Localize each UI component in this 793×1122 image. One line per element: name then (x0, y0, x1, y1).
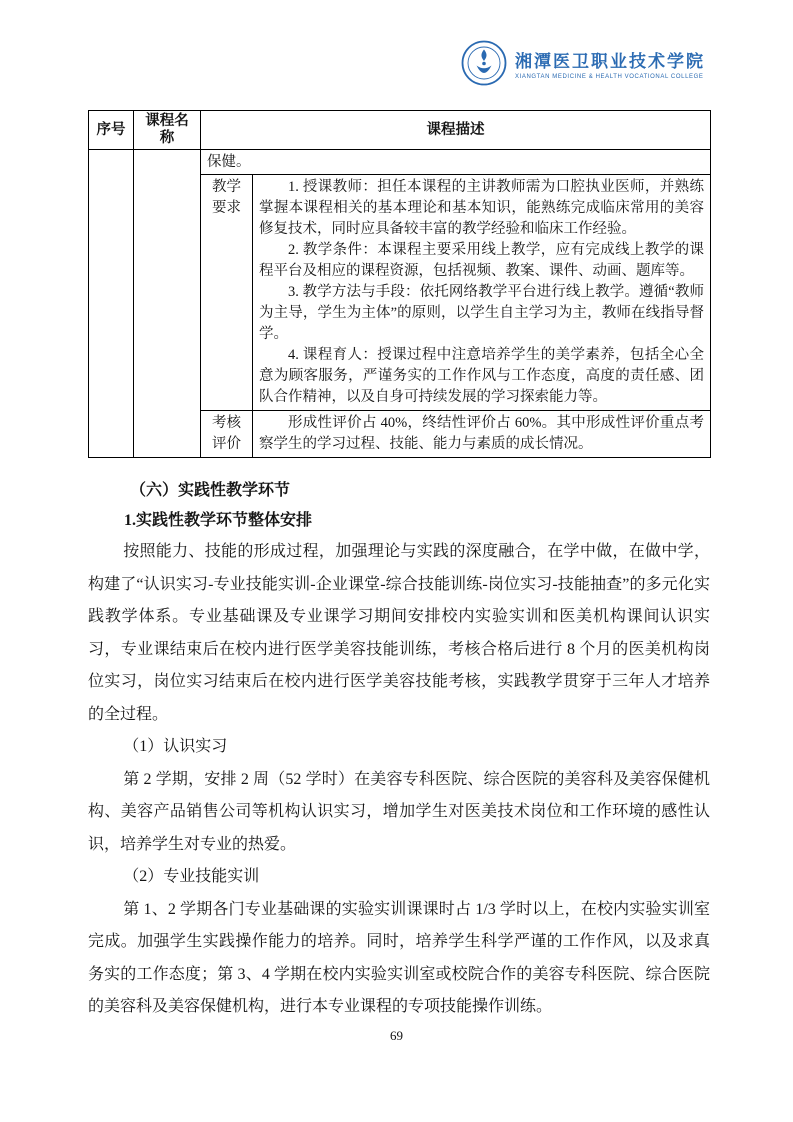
college-name-cn: 湘潭医卫职业技术学院 (515, 51, 705, 71)
table-cell-course-name-empty (134, 150, 201, 458)
college-name-en: XIANGTAN MEDICINE & HEALTH VOCATIONAL COLLEGE (515, 73, 704, 80)
col-header-description: 课程描述 (201, 111, 711, 150)
table-header-row (89, 111, 711, 150)
course-description-table (88, 110, 711, 458)
page-number: 69 (390, 1028, 403, 1043)
item2-heading: （2）专业技能实训 (123, 868, 260, 885)
table-label-teaching-requirements: 教学要求 (201, 175, 253, 411)
col-header-number: 序号 (89, 111, 134, 150)
page-header (461, 40, 705, 91)
table-cell-continuation-text: 保健。 (201, 150, 711, 175)
col-header-course-name: 课程名称 (134, 111, 201, 150)
item2-paragraph: 第 1、2 学期各门专业基础课的实验实训课课时占 1/3 学时以上，在校内实验实训室完成。加强学生实践操作能力的培养。同时，培养学生科学严谨的工作作风，以及求真务实的工作态度；第 3、4 学期在校内实验实训室或校院合作的美容专科医院、综合医院的美容科及美容保健机构，进行本专业课程的专项技能操作训练。 (88, 900, 710, 1015)
assessment-text: 形成性评价占 40%，终结性评价占 60%。其中形成性评价重点考察学生的学习过程、技能、能力与素质的成长情况。 (259, 415, 704, 452)
subsection-heading: 1.实践性教学环节整体安排 (124, 512, 313, 529)
table-cell-teaching-requirements (253, 175, 711, 411)
overview-paragraph: 按照能力、技能的形成过程，加强理论与实践的深度融合，在学中做，在做中学，构建了“认识实习-专业技能实训-企业课堂-综合技能训练-岗位实习-技能抽查”的多元化实践教学体系。专业基础课及专业课学习期间安排校内实验实训和医美机构课间认识实习，专业课结束后在校内进行医学美容技能训练，考核合格后进行 8 个月的医美机构岗位实习，岗位实习结束后在校内进行医学美容技能考核，实践教学贯穿于三年人才培养的全过程。 (88, 543, 710, 723)
section-heading: （六）实践性教学环节 (130, 482, 291, 499)
page-footer (0, 1028, 793, 1044)
college-emblem-icon (461, 40, 507, 91)
teaching-requirement-paragraph-1: 1. 授课教师：担任本课程的主讲教师需为口腔执业医师，并熟练掌握本课程相关的基本理论和基本知识，能熟练完成临床常用的美容修复技术，同时应具备较丰富的教学经验和临床工作经验。 (259, 179, 704, 237)
teaching-requirement-paragraph-4: 4. 课程育人：授课过程中注意培养学生的美学素养，包括全心全意为顾客服务，严谨务实的工作作风与工作态度，高度的责任感、团队合作精神，以及自身可持续发展的学习探索能力等。 (259, 347, 704, 405)
item1-paragraph: 第 2 学期，安排 2 周（52 学时）在美容专科医院、综合医院的美容科及美容保健机构、美容产品销售公司等机构认识实习，增加学生对医美技术岗位和工作环境的感性认识，培养学生对专业的热爱。 (88, 770, 710, 853)
teaching-requirement-paragraph-3: 3. 教学方法与手段：依托网络教学平台进行线上教学。遵循“教师为主导，学生为主体”的原则，以学生自主学习为主，教师在线指导督学。 (259, 284, 704, 342)
teaching-requirement-paragraph-2: 2. 教学条件：本课程主要采用线上教学，应有完成线上教学的课程平台及相应的课程资源，包括视频、教案、课件、动画、题库等。 (259, 242, 704, 279)
table-cell-assessment (253, 411, 711, 458)
practical-teaching-section (88, 472, 710, 1024)
college-logo (515, 52, 705, 80)
table-label-assessment: 考核评价 (201, 411, 253, 458)
item1-heading: （1）认识实习 (123, 738, 228, 755)
table-row-continuation (89, 150, 711, 175)
table-cell-number-empty (89, 150, 134, 458)
